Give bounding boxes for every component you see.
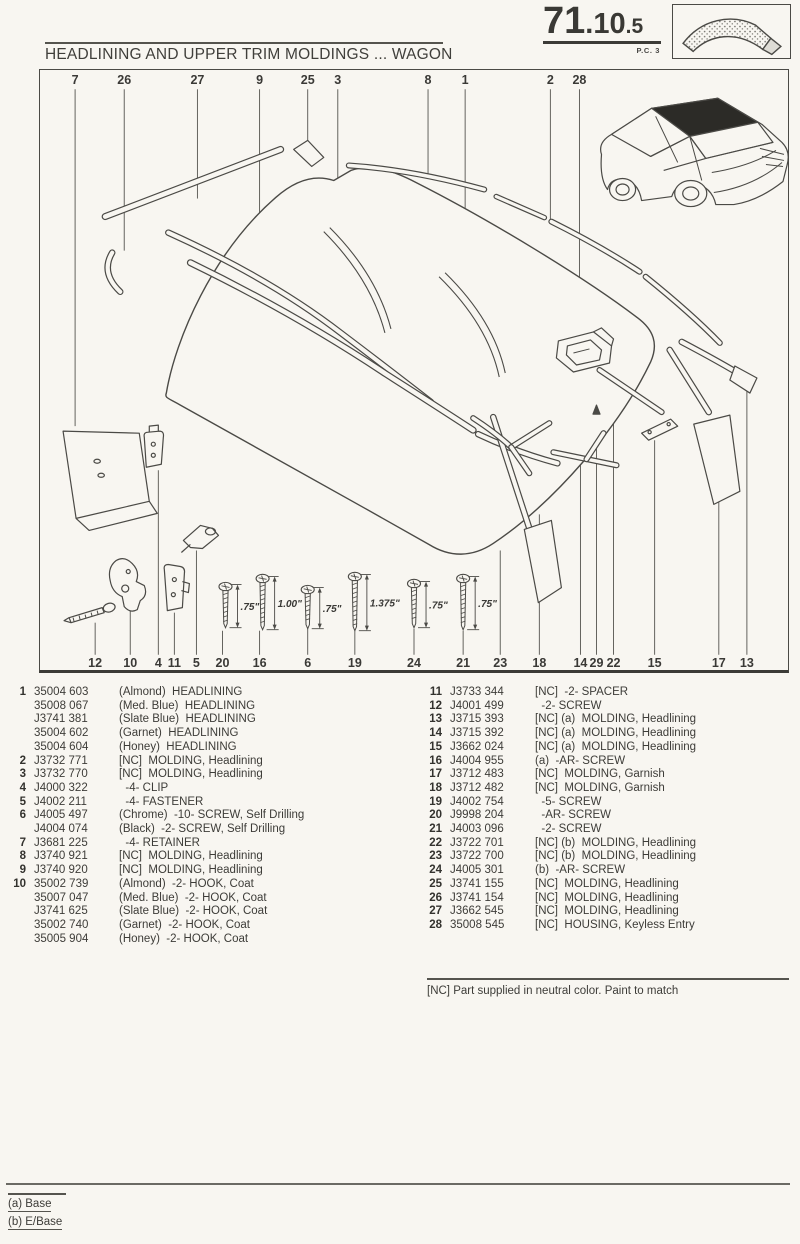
callout-4: 4: [154, 655, 162, 670]
part-num: J3715 392: [450, 727, 504, 740]
part-desc: [NC] (a) MOLDING, Headlining: [535, 727, 697, 740]
parts-row: [8, 933, 304, 947]
part-num: 35004 603: [34, 686, 89, 698]
car-illustration: [601, 98, 788, 206]
part-item: 7: [19, 836, 26, 849]
part-item: 3: [19, 768, 26, 781]
callout-26: 26: [117, 73, 132, 88]
molding-2b: [551, 222, 639, 272]
spacer-15: [642, 419, 678, 440]
callout-11: 11: [167, 655, 181, 670]
part-num: 35002 740: [34, 918, 89, 931]
part-desc: (b) -AR- SCREW: [535, 864, 626, 877]
screw-dimension-label: .75": [322, 604, 342, 616]
part-item: 17: [429, 768, 442, 781]
part-item: 27: [429, 905, 442, 918]
callout-17: 17: [711, 655, 726, 670]
callout-13: 13: [739, 655, 754, 670]
exploded-diagram: [40, 70, 788, 670]
part-num: J3722 701: [450, 836, 504, 849]
part-num: J4005 301: [450, 864, 504, 877]
part-num: J4002 211: [34, 795, 87, 808]
part-desc: (Black) -2- SCREW, Self Drilling: [119, 823, 286, 836]
part-item: 11: [429, 686, 442, 698]
part-item: 15: [429, 740, 442, 753]
part-num: J3741 154: [450, 891, 504, 904]
screw-glyph-4: [407, 579, 447, 627]
part-desc: [NC] -2- SPACER: [535, 686, 629, 698]
parts-row: [424, 727, 696, 741]
part-desc: [NC] MOLDING, Headlining: [535, 877, 679, 890]
parts-row: [8, 741, 304, 755]
pc-label: P.C. 3: [636, 46, 660, 55]
part-desc: -2- SCREW: [535, 823, 602, 836]
footnote-a: (a) Base: [8, 1197, 52, 1210]
part-num: 35004 602: [34, 727, 89, 740]
title-overline: [45, 42, 443, 44]
callout-12: 12: [88, 655, 103, 670]
part-desc: (Chrome) -10- SCREW, Self Drilling: [119, 809, 305, 822]
fastener-5: [181, 525, 218, 552]
pillar-garnish-17-strip: [670, 350, 709, 412]
parts-row: [424, 755, 696, 769]
callout-21: 21: [456, 655, 471, 670]
section-number-point: .5: [625, 15, 644, 38]
part-desc: [NC] MOLDING, Garnish: [535, 768, 665, 781]
parts-list-right: [424, 686, 696, 933]
coat-hook-10: [109, 559, 145, 612]
part-desc: [NC] MOLDING, Headlining: [119, 754, 263, 767]
part-num: J3740 920: [34, 864, 88, 877]
part-num: J4000 322: [34, 781, 88, 794]
part-num: J3662 545: [450, 905, 504, 918]
part-desc: (Garnet) HEADLINING: [119, 727, 239, 740]
callout-10: 10: [123, 655, 138, 670]
molding-13-tab: [730, 366, 757, 393]
callout-1: 1: [461, 73, 469, 88]
screw-glyph-0: [219, 582, 259, 627]
part-desc: [NC] (a) MOLDING, Headlining: [535, 740, 697, 753]
part-item: [8, 933, 26, 947]
footnote-rule: [8, 1193, 66, 1195]
parts-row: [424, 768, 696, 782]
part-item: 25: [429, 877, 442, 890]
screw-glyph-1: [256, 574, 302, 629]
callout-3: 3: [334, 73, 342, 88]
parts-row: [8, 878, 304, 892]
part-item: 23: [429, 850, 442, 863]
part-item: [8, 919, 26, 933]
page-title: HEADLINING AND UPPER TRIM MOLDINGS ... WAGON: [45, 46, 453, 63]
part-item: [8, 727, 26, 741]
part-item: 8: [19, 850, 26, 863]
part-num: J3740 921: [34, 850, 88, 863]
part-desc: (Almond) -2- HOOK, Coat: [119, 877, 254, 890]
part-num: 35005 904: [34, 932, 89, 945]
part-item: [8, 741, 26, 755]
part-item: [8, 823, 26, 837]
part-desc: (Garnet) -2- HOOK, Coat: [119, 918, 251, 931]
part-num: J4004 955: [450, 754, 504, 767]
part-item: [8, 892, 26, 906]
screw-12: [64, 602, 116, 623]
parts-row: [8, 727, 304, 741]
callout-15: 15: [647, 655, 662, 670]
section-number-minor: .10: [585, 8, 626, 40]
part-num: J3732 771: [34, 754, 88, 767]
part-desc: -4- RETAINER: [119, 836, 200, 849]
part-num: J3741 381: [34, 713, 88, 726]
part-item: 26: [429, 891, 442, 904]
part-desc: (Slate Blue) HEADLINING: [119, 713, 256, 726]
screw-glyph-5: [457, 574, 497, 629]
part-desc: [NC] HOUSING, Keyless Entry: [535, 918, 695, 931]
callout-2: 2: [546, 73, 554, 88]
part-item: 12: [429, 699, 442, 712]
pillar-garnish-17-blade: [694, 415, 740, 504]
part-num: J4002 754: [450, 795, 504, 808]
section-number-major: 71: [543, 0, 586, 42]
clip-11: [164, 565, 189, 611]
part-item: 14: [429, 727, 442, 740]
callout-27: 27: [190, 73, 205, 88]
part-num: 35007 047: [34, 891, 89, 904]
part-num: J4005 497: [34, 809, 88, 822]
parts-row: [8, 755, 304, 769]
part-item: 20: [429, 809, 442, 822]
part-num: J3715 393: [450, 713, 504, 726]
screw-dimension-label: 1.00": [277, 599, 302, 611]
part-num: J3712 482: [450, 781, 504, 794]
part-item: 22: [429, 836, 442, 849]
parts-row: [424, 864, 696, 878]
parts-list-left: [8, 686, 304, 946]
headliner-thumbnail-icon: [673, 5, 790, 57]
parts-row: [424, 878, 696, 892]
screw-glyph-2: [301, 585, 341, 628]
parts-row: [424, 796, 696, 810]
parts-row: [8, 768, 304, 782]
part-desc: [NC] MOLDING, Headlining: [535, 905, 679, 918]
part-desc: -AR- SCREW: [535, 809, 612, 822]
part-num: J9998 204: [450, 809, 504, 822]
callout-16: 16: [252, 655, 267, 670]
part-desc: [NC] MOLDING, Headlining: [119, 850, 263, 863]
part-num: 35008 067: [34, 699, 89, 712]
parts-row: [8, 713, 304, 727]
part-desc: [NC] MOLDING, Headlining: [119, 864, 263, 877]
part-item: 18: [429, 781, 442, 794]
part-num: J4004 074: [34, 823, 88, 836]
part-desc: (Honey) -2- HOOK, Coat: [119, 932, 249, 945]
part-item: 10: [13, 877, 26, 890]
part-num: J3662 024: [450, 740, 504, 753]
callout-25: 25: [300, 73, 315, 88]
part-item: 5: [19, 795, 26, 808]
parts-row: [8, 782, 304, 796]
parts-row: [8, 809, 304, 823]
part-desc: -5- SCREW: [535, 795, 602, 808]
molding-26-corner: [108, 253, 121, 292]
part-num: J4001 499: [450, 699, 504, 712]
parts-row: [424, 700, 696, 714]
callout-22: 22: [606, 655, 621, 670]
parts-row: [8, 905, 304, 919]
parts-row: [8, 700, 304, 714]
callout-7: 7: [71, 73, 79, 88]
part-num: J3741 155: [450, 877, 504, 890]
parts-row: [424, 741, 696, 755]
part-num: J3681 225: [34, 836, 88, 849]
part-item: [8, 700, 26, 714]
headliner-thumbnail-box: [672, 4, 791, 59]
parts-row: [8, 823, 304, 837]
callout-19: 19: [347, 655, 362, 670]
diagram-frame: [39, 69, 789, 673]
screw-dimension-label: .75": [429, 600, 448, 612]
part-num: J4003 096: [450, 823, 504, 836]
bracket-25: [294, 140, 324, 166]
callout-20: 20: [215, 655, 230, 670]
parts-row: [424, 809, 696, 823]
parts-row: [424, 837, 696, 851]
screw-dimension-label: 1.375": [369, 598, 400, 610]
parts-row: [424, 782, 696, 796]
callout-9: 9: [256, 73, 264, 88]
part-num: 35004 604: [34, 740, 89, 753]
part-item: 19: [429, 795, 442, 808]
part-item: [8, 905, 26, 919]
part-item: 16: [429, 754, 442, 767]
parts-row: [424, 686, 696, 700]
part-num: J3712 483: [450, 768, 504, 781]
part-desc: [NC] MOLDING, Headlining: [119, 768, 263, 781]
part-desc: (Slate Blue) -2- HOOK, Coat: [119, 905, 268, 918]
footnote-b: (b) E/Base: [8, 1215, 63, 1228]
callout-6: 6: [304, 655, 312, 670]
parts-row: [424, 823, 696, 837]
part-num: 35008 545: [450, 918, 505, 931]
pillar-garnish-23-blade: [524, 520, 561, 602]
callout-18: 18: [532, 655, 547, 670]
part-desc: [NC] (b) MOLDING, Headlining: [535, 836, 697, 849]
footnotes: [8, 1193, 66, 1234]
coat-hook-panel-7: [63, 431, 157, 530]
callout-23: 23: [493, 655, 508, 670]
part-item: 28: [429, 918, 442, 931]
part-item: 21: [429, 823, 442, 836]
callout-14: 14: [573, 655, 588, 670]
callout-29: 29: [589, 655, 604, 670]
part-item: 1: [19, 686, 26, 698]
parts-row: [8, 686, 304, 700]
part-desc: (Honey) HEADLINING: [119, 740, 237, 753]
nc-note: [427, 978, 789, 997]
parts-row: [8, 892, 304, 906]
part-desc: -4- CLIP: [119, 781, 169, 794]
parts-row: [8, 864, 304, 878]
part-desc: (a) -AR- SCREW: [535, 754, 626, 767]
callout-24: 24: [407, 655, 421, 670]
part-desc: [NC] (a) MOLDING, Headlining: [535, 713, 697, 726]
callout-8: 8: [424, 73, 432, 88]
parts-row: [8, 837, 304, 851]
section-number: [543, 2, 661, 44]
part-num: J3732 770: [34, 768, 88, 781]
molding-2a: [496, 197, 544, 218]
footer-rule: [6, 1183, 790, 1185]
parts-row: [8, 850, 304, 864]
parts-row: [8, 919, 304, 933]
clip-4: [144, 425, 163, 467]
parts-row: [424, 892, 696, 906]
part-desc: -4- FASTENER: [119, 795, 204, 808]
parts-row: [424, 713, 696, 727]
parts-row: [424, 919, 696, 933]
part-item: 6: [19, 809, 26, 822]
nc-note-text: [NC] Part supplied in neutral color. Paint to match: [427, 985, 679, 997]
parts-row: [424, 905, 696, 919]
part-desc: (Med. Blue) HEADLINING: [119, 699, 256, 712]
side-rail-right: [646, 277, 720, 343]
molding-27: [105, 149, 280, 216]
part-item: 13: [429, 713, 442, 726]
dimensioned-screws: [219, 572, 497, 630]
part-item: 4: [19, 781, 26, 794]
screw-glyph-3: [348, 572, 400, 630]
part-item: 24: [429, 864, 442, 877]
part-desc: (Med. Blue) -2- HOOK, Coat: [119, 891, 267, 904]
part-item: 9: [19, 864, 26, 877]
screw-dimension-label: .75": [240, 602, 260, 614]
parts-row: [8, 796, 304, 810]
part-desc: [NC] MOLDING, Garnish: [535, 781, 665, 794]
part-item: 2: [19, 754, 26, 767]
part-num: J3733 344: [450, 686, 504, 698]
parts-row: [424, 850, 696, 864]
part-num: J3722 700: [450, 850, 504, 863]
part-desc: [NC] (b) MOLDING, Headlining: [535, 850, 697, 863]
part-item: [8, 713, 26, 727]
part-num: J3741 625: [34, 905, 88, 918]
part-desc: -2- SCREW: [535, 699, 602, 712]
part-num: 35002 739: [34, 877, 89, 890]
screw-dimension-label: .75": [478, 599, 497, 611]
callout-28: 28: [572, 73, 587, 88]
callout-5: 5: [192, 655, 200, 670]
part-desc: (Almond) HEADLINING: [119, 686, 243, 698]
part-desc: [NC] MOLDING, Headlining: [535, 891, 679, 904]
nc-note-rule: [427, 978, 789, 980]
